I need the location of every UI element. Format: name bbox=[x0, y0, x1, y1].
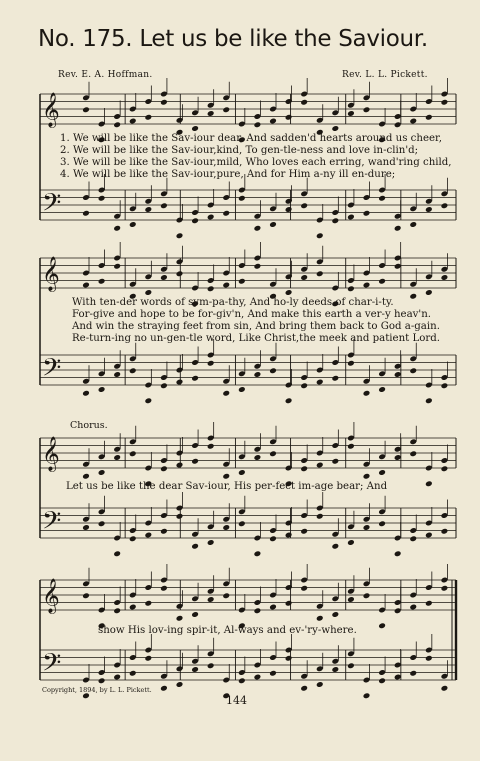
treble-note bbox=[254, 263, 262, 270]
treble-note bbox=[441, 274, 449, 281]
treble-note bbox=[129, 118, 137, 125]
treble-note bbox=[176, 615, 184, 622]
treble-note bbox=[207, 285, 215, 292]
treble-note bbox=[285, 600, 293, 607]
treble-note bbox=[82, 282, 90, 289]
bass-note bbox=[145, 397, 153, 404]
bass-note bbox=[98, 195, 106, 202]
treble-note bbox=[82, 592, 90, 599]
bass-note bbox=[145, 206, 153, 213]
bass-note bbox=[238, 195, 246, 202]
treble-note bbox=[425, 289, 433, 296]
chorus-label: Chorus. bbox=[70, 420, 108, 431]
bass-note bbox=[409, 535, 417, 542]
verse-3-line-1: 3. We will be like the Sav-iour,mild, Who loves each erring, wand'ring child, bbox=[60, 157, 452, 168]
bass-note bbox=[316, 681, 324, 688]
bass-note bbox=[176, 379, 184, 386]
bass-note bbox=[285, 532, 293, 539]
bass-note bbox=[285, 655, 293, 662]
bass-note bbox=[269, 670, 277, 677]
bass-note bbox=[425, 655, 433, 662]
treble-clef-icon: 𝄞 bbox=[42, 436, 60, 472]
bass-note bbox=[285, 206, 293, 213]
bass-note bbox=[300, 202, 308, 209]
bass-note bbox=[378, 195, 386, 202]
bass-note bbox=[113, 225, 121, 232]
bass-note bbox=[222, 210, 230, 217]
bass-note bbox=[363, 210, 371, 217]
verse-4-line-2: Re-turn-ing no un-gen-tle word, Like Christ,the meek and patient Lord. bbox=[72, 333, 440, 344]
chorus-line-1: Let us be like the dear Sav-iour, His per-fect im-age bear; And bbox=[66, 481, 388, 492]
bass-note bbox=[254, 674, 262, 681]
bass-note bbox=[98, 386, 106, 393]
treble-note bbox=[285, 114, 293, 121]
bass-note bbox=[378, 386, 386, 393]
bass-note bbox=[300, 528, 308, 535]
treble-note bbox=[176, 270, 184, 277]
bass-note bbox=[441, 685, 449, 692]
treble-note bbox=[425, 480, 433, 487]
treble-note bbox=[394, 454, 402, 461]
treble-note bbox=[332, 125, 340, 132]
treble-note bbox=[98, 278, 106, 285]
treble-note bbox=[409, 604, 417, 611]
bass-note bbox=[82, 210, 90, 217]
bass-note bbox=[254, 371, 262, 378]
bass-note bbox=[347, 539, 355, 546]
bass-note bbox=[176, 513, 184, 520]
bass-note bbox=[82, 390, 90, 397]
bass-note bbox=[129, 367, 137, 374]
treble-note bbox=[269, 604, 277, 611]
bass-note bbox=[160, 202, 168, 209]
treble-note bbox=[300, 465, 308, 472]
bass-note bbox=[191, 543, 199, 550]
verse-1-line-1: 1. We will be like the Sav-iour dear, And sadden'd hearts around us cheer, bbox=[60, 133, 442, 144]
bass-note bbox=[409, 670, 417, 677]
verse-4-line-1: 4. We will be like the Sav-iour,pure, And for Him a-ny ill en-dure; bbox=[60, 169, 396, 180]
treble-note bbox=[441, 585, 449, 592]
bass-note bbox=[191, 217, 199, 224]
treble-note bbox=[316, 615, 324, 622]
page-number: 144 bbox=[226, 694, 247, 707]
bass-note bbox=[238, 386, 246, 393]
bass-clef-icon: 𝄢 bbox=[42, 648, 62, 684]
bass-note bbox=[347, 214, 355, 221]
bass-note bbox=[207, 539, 215, 546]
treble-note bbox=[113, 607, 121, 614]
treble-clef-icon: 𝄞 bbox=[42, 256, 60, 292]
treble-note bbox=[425, 600, 433, 607]
treble-note bbox=[254, 454, 262, 461]
bass-note bbox=[425, 397, 433, 404]
bass-note bbox=[316, 232, 324, 239]
bass-note bbox=[145, 655, 153, 662]
treble-note bbox=[207, 596, 215, 603]
bass-note bbox=[332, 375, 340, 382]
treble-note bbox=[425, 114, 433, 121]
bass-note bbox=[98, 520, 106, 527]
bass-note bbox=[160, 382, 168, 389]
verse-1-line-2: With ten-der words of sym-pa-thy, And ho-ly deeds of char-i-ty. bbox=[72, 297, 394, 308]
treble-note bbox=[441, 99, 449, 106]
bass-note bbox=[332, 217, 340, 224]
treble-note bbox=[409, 293, 417, 300]
bass-note bbox=[394, 371, 402, 378]
bass-note bbox=[332, 543, 340, 550]
bass-note bbox=[394, 225, 402, 232]
treble-note bbox=[394, 607, 402, 614]
bass-note bbox=[254, 225, 262, 232]
treble-note bbox=[363, 106, 371, 113]
bass-note bbox=[176, 232, 184, 239]
bass-clef-icon: 𝄢 bbox=[42, 188, 62, 224]
treble-note bbox=[441, 465, 449, 472]
treble-note bbox=[378, 622, 386, 629]
bass-note bbox=[347, 662, 355, 669]
bass-note bbox=[394, 674, 402, 681]
bass-note bbox=[113, 550, 121, 557]
bass-note bbox=[207, 662, 215, 669]
bass-note bbox=[441, 528, 449, 535]
treble-note bbox=[238, 278, 246, 285]
treble-note bbox=[332, 611, 340, 618]
bass-clef-icon: 𝄢 bbox=[42, 353, 62, 389]
treble-note bbox=[378, 278, 386, 285]
treble-note bbox=[300, 585, 308, 592]
bass-note bbox=[363, 524, 371, 531]
treble-clef-icon: 𝄞 bbox=[42, 92, 60, 128]
bass-note bbox=[254, 550, 262, 557]
bass-note bbox=[145, 532, 153, 539]
bass-note bbox=[222, 524, 230, 531]
bass-note bbox=[300, 685, 308, 692]
bass-note bbox=[316, 513, 324, 520]
bass-note bbox=[363, 692, 371, 699]
verse-2-line-1: 2. We will be like the Sav-iour,kind, To gen-tle-ness and love in-clin'd; bbox=[60, 145, 419, 156]
treble-note bbox=[409, 118, 417, 125]
treble-note bbox=[222, 473, 230, 480]
treble-note bbox=[145, 600, 153, 607]
bass-note bbox=[425, 206, 433, 213]
hymn-title: No. 175. Let us be like the Saviour. bbox=[38, 26, 428, 52]
bass-note bbox=[129, 535, 137, 542]
bass-note bbox=[191, 375, 199, 382]
treble-note bbox=[191, 125, 199, 132]
treble-note bbox=[207, 443, 215, 450]
music-credit: Rev. L. L. Pickett. bbox=[342, 70, 428, 80]
bass-clef-icon: 𝄢 bbox=[42, 506, 62, 542]
treble-note bbox=[222, 106, 230, 113]
bass-note bbox=[207, 214, 215, 221]
bass-note bbox=[378, 677, 386, 684]
bass-note bbox=[176, 681, 184, 688]
bass-note bbox=[82, 524, 90, 531]
treble-note bbox=[145, 289, 153, 296]
bass-note bbox=[409, 221, 417, 228]
treble-note bbox=[113, 121, 121, 128]
bass-note bbox=[378, 520, 386, 527]
treble-clef-icon: 𝄞 bbox=[42, 578, 60, 614]
treble-note bbox=[191, 611, 199, 618]
treble-note bbox=[363, 282, 371, 289]
treble-note bbox=[394, 121, 402, 128]
bass-note bbox=[269, 367, 277, 374]
treble-note bbox=[254, 607, 262, 614]
chorus-line-2: show His lov-ing spir-it, Al-ways and ev-'ry-where. bbox=[98, 625, 357, 636]
treble-note bbox=[363, 473, 371, 480]
bass-note bbox=[238, 677, 246, 684]
treble-note bbox=[347, 110, 355, 117]
verse-3-line-2: And win the straying feet from sin, And bring them back to God a-gain. bbox=[72, 321, 440, 332]
treble-note bbox=[316, 270, 324, 277]
treble-note bbox=[269, 450, 277, 457]
bass-note bbox=[269, 221, 277, 228]
treble-note bbox=[191, 458, 199, 465]
treble-note bbox=[160, 274, 168, 281]
bass-note bbox=[285, 397, 293, 404]
treble-note bbox=[222, 592, 230, 599]
bass-note bbox=[113, 371, 121, 378]
treble-note bbox=[145, 114, 153, 121]
bass-note bbox=[363, 390, 371, 397]
bass-note bbox=[332, 666, 340, 673]
bass-note bbox=[129, 221, 137, 228]
bass-note bbox=[409, 367, 417, 374]
treble-note bbox=[222, 282, 230, 289]
treble-note bbox=[269, 118, 277, 125]
treble-note bbox=[160, 99, 168, 106]
treble-note bbox=[300, 99, 308, 106]
treble-note bbox=[285, 289, 293, 296]
verse-2-line-2: For-give and hope to be for-giv'n, And make this earth a ver-y heav'n. bbox=[72, 309, 431, 320]
treble-note bbox=[394, 263, 402, 270]
treble-note bbox=[129, 604, 137, 611]
treble-note bbox=[176, 462, 184, 469]
treble-note bbox=[129, 450, 137, 457]
bass-note bbox=[316, 379, 324, 386]
bass-note bbox=[425, 532, 433, 539]
treble-note bbox=[113, 454, 121, 461]
treble-note bbox=[98, 469, 106, 476]
treble-note bbox=[300, 274, 308, 281]
bass-note bbox=[160, 528, 168, 535]
bass-note bbox=[113, 674, 121, 681]
bass-note bbox=[160, 685, 168, 692]
treble-note bbox=[238, 469, 246, 476]
bass-note bbox=[98, 677, 106, 684]
bass-note bbox=[238, 520, 246, 527]
treble-note bbox=[347, 443, 355, 450]
treble-note bbox=[160, 585, 168, 592]
bass-note bbox=[394, 550, 402, 557]
treble-note bbox=[347, 285, 355, 292]
bass-note bbox=[441, 382, 449, 389]
bass-note bbox=[129, 670, 137, 677]
treble-note bbox=[113, 263, 121, 270]
treble-note bbox=[82, 106, 90, 113]
bass-note bbox=[300, 382, 308, 389]
treble-note bbox=[207, 110, 215, 117]
bass-note bbox=[347, 360, 355, 367]
bass-note bbox=[207, 360, 215, 367]
bass-note bbox=[222, 390, 230, 397]
bass-note bbox=[269, 535, 277, 542]
treble-note bbox=[332, 458, 340, 465]
treble-note bbox=[363, 592, 371, 599]
treble-note bbox=[378, 469, 386, 476]
words-credit: Rev. E. A. Hoffman. bbox=[58, 70, 153, 80]
treble-note bbox=[254, 121, 262, 128]
bass-note bbox=[441, 202, 449, 209]
treble-note bbox=[160, 465, 168, 472]
treble-note bbox=[316, 462, 324, 469]
treble-note bbox=[347, 596, 355, 603]
treble-note bbox=[82, 473, 90, 480]
treble-note bbox=[409, 450, 417, 457]
bass-note bbox=[191, 666, 199, 673]
copyright-notice: Copyright, 1894, by L. L. Pickett. bbox=[42, 686, 152, 694]
